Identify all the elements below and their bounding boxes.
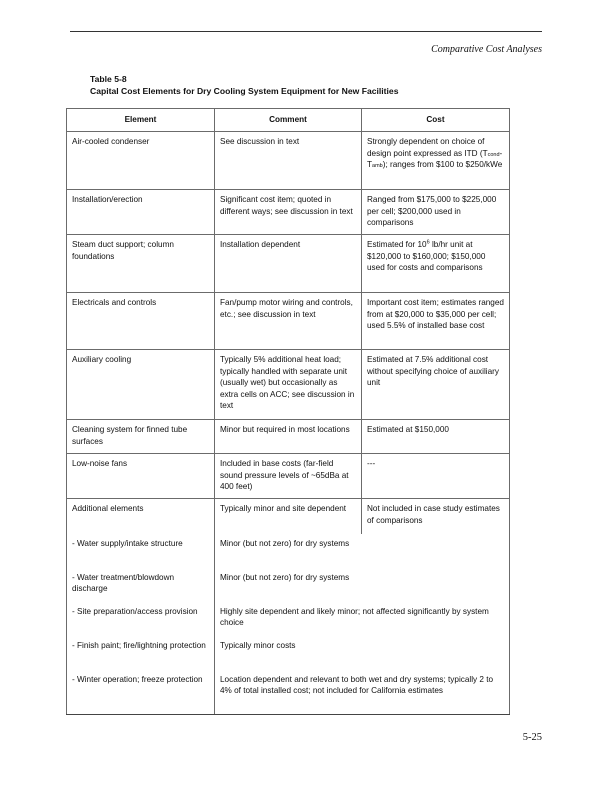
comment-cell: Typically minor and site dependent	[215, 499, 362, 534]
element-cell: Electricals and controls	[67, 293, 215, 350]
comment-cell: Typically minor costs	[215, 636, 510, 670]
page-number: 5-25	[522, 732, 542, 743]
cost-cell: Estimated at $150,000	[362, 420, 510, 454]
table-sub-row	[67, 670, 510, 715]
cost-cell: ---	[362, 454, 510, 499]
cost-elements-table-container	[66, 108, 509, 715]
comment-cell: Highly site dependent and likely minor; not affected significantly by system choice	[215, 602, 510, 636]
element-cell: - Water supply/intake structure	[67, 534, 215, 568]
comment-cell: Installation dependent	[215, 235, 362, 293]
table-row	[67, 132, 510, 190]
table-row	[67, 454, 510, 499]
element-cell: - Finish paint; fire/lightning protection	[67, 636, 215, 670]
element-cell: Auxiliary cooling	[67, 350, 215, 420]
element-cell: Low-noise fans	[67, 454, 215, 499]
column-header-cost: Cost	[362, 109, 510, 132]
header-rule	[70, 31, 542, 32]
comment-cell: Fan/pump motor wiring and controls, etc.; see discussion in text	[215, 293, 362, 350]
table-sub-row	[67, 602, 510, 636]
cost-cell: Estimated for $10^6$ lb/hr unit at $120,000 to $160,000; $150,000 used for costs and comparisons	[362, 235, 510, 293]
table-number: Table 5-8	[90, 74, 127, 84]
table-sub-row	[67, 636, 510, 670]
comment-cell: Minor but required in most locations	[215, 420, 362, 454]
column-header-comment: Comment	[215, 109, 362, 132]
comment-cell: Included in base costs (far-field sound pressure levels of ~65dBa at 400 feet)	[215, 454, 362, 499]
cost-elements-table	[66, 108, 510, 715]
table-row	[67, 350, 510, 420]
table-sub-row	[67, 534, 510, 568]
comment-cell: Significant cost item; quoted in different ways; see discussion in text	[215, 190, 362, 235]
table-row	[67, 190, 510, 235]
comment-cell: See discussion in text	[215, 132, 362, 190]
element-cell: Cleaning system for finned tube surfaces	[67, 420, 215, 454]
comment-cell: Minor (but not zero) for dry systems	[215, 568, 510, 602]
element-cell: - Water treatment/blowdown discharge	[67, 568, 215, 602]
cost-cell: Strongly dependent on choice of design point expressed as ITD (Tcond-Tamb); ranges from $100 to $250/kWe	[362, 132, 510, 190]
comment-cell: Minor (but not zero) for dry systems	[215, 534, 510, 568]
element-cell: Steam duct support; column foundations	[67, 235, 215, 293]
column-header-element: Element	[67, 109, 215, 132]
running-head: Comparative Cost Analyses	[431, 44, 542, 55]
cost-cell: Ranged from $175,000 to $225,000 per cell; $200,000 used in comparisons	[362, 190, 510, 235]
element-cell: Air-cooled condenser	[67, 132, 215, 190]
table-row	[67, 293, 510, 350]
cost-cell: Important cost item; estimates ranged from at $20,000 to $35,000 per cell; used 5.5% of installed base cost	[362, 293, 510, 350]
comment-cell: Typically 5% additional heat load; typically handled with separate unit (usually wet) but occasionally as extra cells on ACC; see discussion in text	[215, 350, 362, 420]
table-row	[67, 420, 510, 454]
element-cell: Installation/erection	[67, 190, 215, 235]
element-cell: Additional elements	[67, 499, 215, 534]
table-caption	[90, 73, 398, 97]
table-sub-row	[67, 568, 510, 602]
table-row-additional-elements	[67, 499, 510, 534]
element-cell: - Site preparation/access provision	[67, 602, 215, 636]
cost-cell: Not included in case study estimates of comparisons	[362, 499, 510, 534]
table-title: Capital Cost Elements for Dry Cooling System Equipment for New Facilities	[90, 86, 399, 96]
table-header-row	[67, 109, 510, 132]
element-cell: - Winter operation; freeze protection	[67, 670, 215, 715]
table-row	[67, 235, 510, 293]
cost-cell: Estimated at 7.5% additional cost without specifying choice of auxiliary unit	[362, 350, 510, 420]
comment-cell: Location dependent and relevant to both wet and dry systems; typically 2 to 4% of total installed cost; not included for California estimates	[215, 670, 510, 715]
